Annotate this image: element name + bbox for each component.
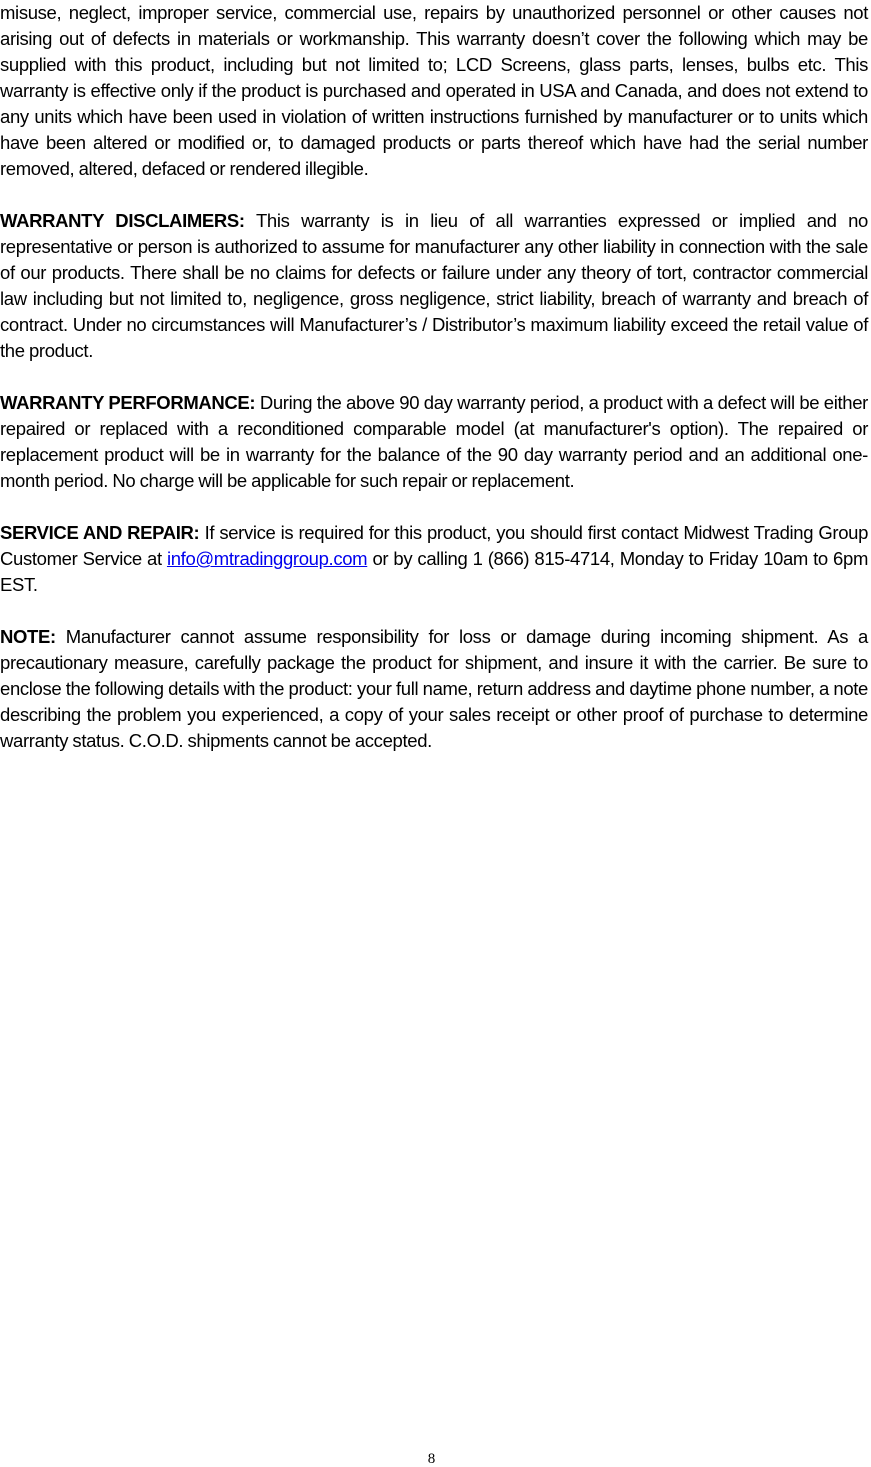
warranty-exclusions-paragraph [0,0,868,182]
warranty-disclaimers-paragraph [0,208,868,364]
note-paragraph [0,624,868,754]
warranty-disclaimers-text: This warranty is in lieu of all warranties expressed or implied and no representative or person is authorized to assume for manufacturer any other liability in connection with the sale of our products. There shall be no claims for defects or failure under any theory of tort, contractor commercial law including but not limited to, negligence, gross negligence, strict liability, breach of warranty and breach of contract. Under no circumstances will Manufacturer’s / Distributor’s maximum liability exceed the retail value of the product. [0,210,868,361]
page-number: 8 [427,1451,436,1467]
note-heading: NOTE: [0,626,56,647]
warranty-performance-paragraph [0,390,868,494]
warranty-exclusions-text: misuse, neglect, improper service, commercial use, repairs by unauthorized personnel or other causes not arising out of defects in materials or workmanship. This warranty doesn’t cover the following which may be supplied with this product, including but not limited to; LCD Screens, glass parts, lenses, bulbs etc. This warranty is effective only if the product is purchased and operated in USA and Canada, and does not extend to any units which have been used in violation of written instructions furnished by manufacturer or to units which have been altered or modified or, to damaged products or parts thereof which have had the serial number removed, altered, defaced or rendered illegible. [0,2,868,179]
service-and-repair-paragraph [0,520,868,598]
service-and-repair-heading: SERVICE AND REPAIR: [0,522,200,543]
customer-service-email-link[interactable]: info@mtradinggroup.com [166,548,368,569]
service-and-repair-contact-text: or by calling 1 (866) 815-4714, Monday to Friday 10am to 6pm EST. [0,548,868,595]
note-text: Manufacturer cannot assume responsibility for loss or damage during incoming shipment. As a precautionary measure, carefully package the product for shipment, and insure it with the carrier. Be sure to enclose the following details with the product: your full name, return address and daytime phone number, a note describing the problem you experienced, a copy of your sales receipt or other proof of purchase to determine warranty status. C.O.D. shipments cannot be accepted. [0,626,868,751]
warranty-performance-heading: WARRANTY PERFORMANCE: [0,392,256,413]
warranty-performance-text: During the above 90 day warranty period, a product with a defect will be either repaired or replaced with a reconditioned comparable model (at manufacturer's option). The repaired or replacement product will be in warranty for the balance of the 90 day warranty period and an additional one-month period. No charge will be applicable for such repair or replacement. [0,392,868,491]
service-and-repair-text: If service is required for this product, you should first contact Midwest Trading Group Customer Service at [0,522,869,569]
warranty-disclaimers-heading: WARRANTY DISCLAIMERS: [0,210,245,231]
